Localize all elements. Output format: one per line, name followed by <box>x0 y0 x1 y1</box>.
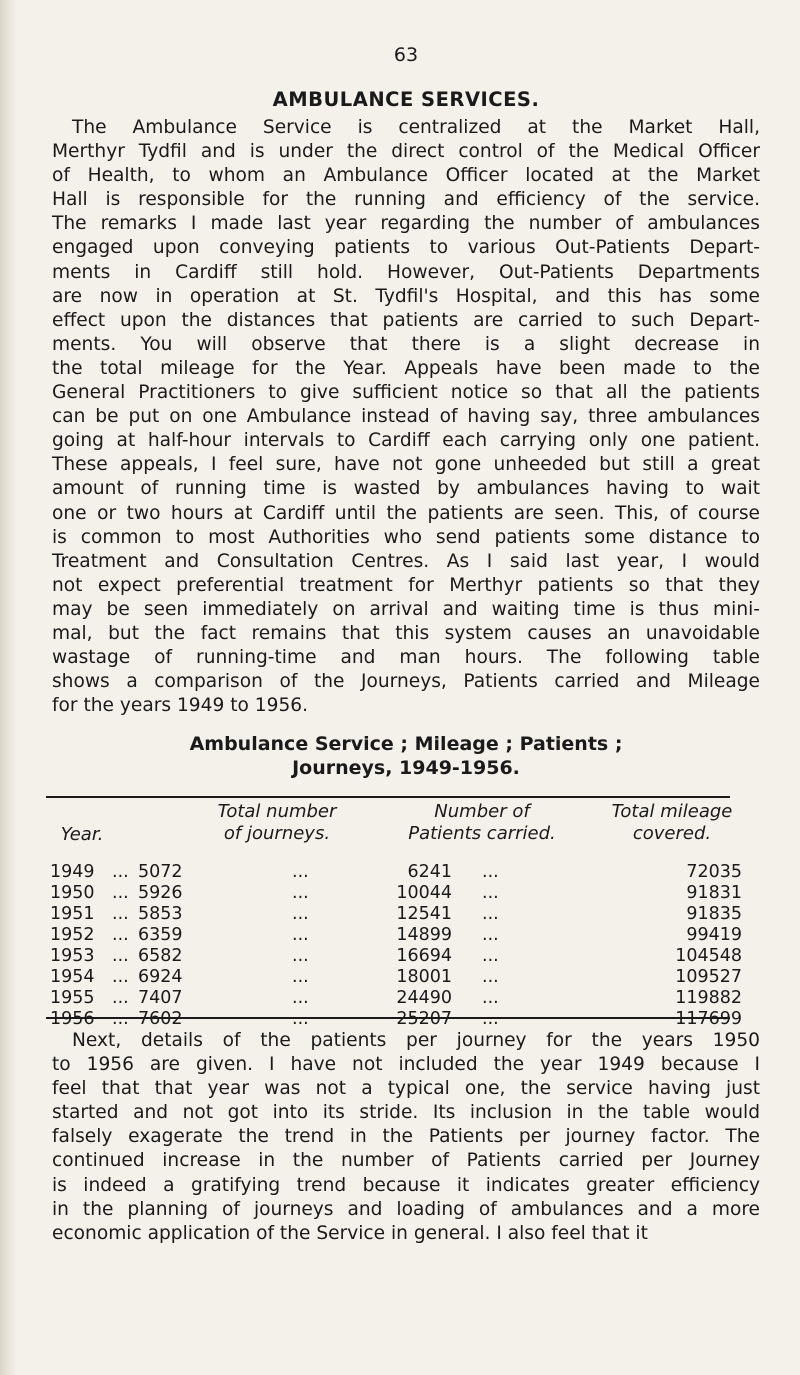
text-line: are now in operation at St. Tydfil's Hospital, and this has some <box>52 285 760 307</box>
table-bottom-rule <box>46 1017 730 1019</box>
cell-year: 1954 <box>50 967 95 987</box>
text-line: to 1956 are given. I have not included the year 1949 because I <box>52 1054 760 1076</box>
leader-dots: ... <box>112 883 129 903</box>
header-patients-line-2: Patients carried. <box>408 823 556 844</box>
page-edge-shadow <box>0 0 16 1375</box>
text-line: mal, but the fact remains that this system causes an unavoidable <box>52 622 760 644</box>
leader-dots: ... <box>292 1009 309 1029</box>
text-line: General Practitioners to give sufficient notice so that all the patients <box>52 382 760 404</box>
text-line: The remarks I made last year regarding the number of ambulances <box>52 213 760 235</box>
header-mileage-line-2: covered. <box>632 823 712 844</box>
cell-journeys: 6582 <box>138 946 183 966</box>
cell-patients: 12541 <box>396 904 452 924</box>
header-journeys <box>192 801 362 845</box>
cell-patients: 18001 <box>396 967 452 987</box>
header-patients-line-1: Number of <box>434 801 530 822</box>
cell-journeys: 7602 <box>138 1009 183 1029</box>
table-row <box>52 1009 760 1030</box>
leader-dots: ... <box>112 904 129 924</box>
cell-mileage: 119882 <box>675 988 742 1008</box>
header-journeys-line-1: Total number <box>217 801 337 822</box>
leader-dots: ... <box>112 862 129 882</box>
text-line: shows a comparison of the Journeys, Patients carried and Mileage <box>52 671 760 693</box>
text-line: feel that that year was not a typical one, the service having just <box>52 1078 760 1100</box>
text-line: Next, details of the patients per journey for the years 1950 <box>72 1030 760 1051</box>
leader-dots: ... <box>112 1009 129 1029</box>
text-line: can be put on one Ambulance instead of having say, three ambulances <box>52 406 760 428</box>
cell-journeys: 5072 <box>138 862 183 882</box>
cell-patients: 14899 <box>396 925 452 945</box>
cell-patients: 6241 <box>407 862 452 882</box>
text-line: These appeals, I feel sure, have not gone unheeded but still a great <box>52 454 760 476</box>
leader-dots: ... <box>112 946 129 966</box>
cell-patients: 16694 <box>396 946 452 966</box>
leader-dots: ... <box>292 946 309 966</box>
leader-dots: ... <box>292 883 309 903</box>
cell-mileage: 91831 <box>686 883 742 903</box>
leader-dots: ... <box>482 925 499 945</box>
leader-dots: ... <box>482 946 499 966</box>
cell-mileage: 99419 <box>686 925 742 945</box>
header-journeys-line-2: of journeys. <box>223 823 331 844</box>
cell-year: 1952 <box>50 925 95 945</box>
cell-journeys: 6359 <box>138 925 183 945</box>
cell-mileage: 109527 <box>675 967 742 987</box>
text-line: engaged upon conveying patients to various Out-Patients Depart- <box>52 237 760 259</box>
table-top-rule <box>46 796 730 798</box>
cell-mileage: 117699 <box>675 1009 742 1029</box>
cell-journeys: 5926 <box>138 883 183 903</box>
cell-journeys: 5853 <box>138 904 183 924</box>
text-line: in the planning of journeys and loading of ambulances and a more <box>52 1198 760 1220</box>
cell-mileage: 104548 <box>675 946 742 966</box>
leader-dots: ... <box>482 1009 499 1029</box>
cell-year: 1953 <box>50 946 95 966</box>
cell-year: 1950 <box>50 883 95 903</box>
cell-mileage: 72035 <box>686 862 742 882</box>
cell-mileage: 91835 <box>686 904 742 924</box>
leader-dots: ... <box>482 862 499 882</box>
leader-dots: ... <box>292 967 309 987</box>
table-row <box>52 946 760 967</box>
table-row <box>52 988 760 1009</box>
section-heading: AMBULANCE SERVICES. <box>272 88 540 111</box>
leader-dots: ... <box>482 988 499 1008</box>
text-line: continued increase in the number of Patients carried per Journey <box>52 1150 760 1172</box>
text-line: amount of running time is wasted by ambulances having to wait <box>52 478 760 500</box>
cell-patients: 10044 <box>396 883 452 903</box>
text-line: may be seen immediately on arrival and waiting time is thus mini- <box>52 598 760 620</box>
text-line: ments in Cardiff still hold. However, Out-Patients Departments <box>52 261 760 283</box>
text-line: not expect preferential treatment for Merthyr patients so that they <box>52 574 760 596</box>
text-line: Treatment and Consultation Centres. As I said last year, I would <box>52 550 760 572</box>
text-line: ments. You will observe that there is a slight decrease in <box>52 333 760 355</box>
leader-dots: ... <box>292 988 309 1008</box>
text-line: going at half-hour intervals to Cardiff each carrying only one patient. <box>52 430 760 452</box>
text-line: effect upon the distances that patients are carried to such Depart- <box>52 309 760 331</box>
text-line: wastage of running-time and man hours. The following table <box>52 647 760 669</box>
table-title-line-2: Journeys, 1949-1956. <box>292 757 520 779</box>
cell-journeys: 7407 <box>138 988 183 1008</box>
text-line: is common to most Authorities who send patients some distance to <box>52 526 760 548</box>
cell-year: 1949 <box>50 862 95 882</box>
table-row <box>52 925 760 946</box>
header-mileage-line-1: Total mileage <box>611 801 733 822</box>
table-row <box>52 904 760 925</box>
leader-dots: ... <box>112 988 129 1008</box>
cell-journeys: 6924 <box>138 967 183 987</box>
table-title-line-1: Ambulance Service ; Mileage ; Patients ; <box>189 733 623 755</box>
paragraph-patients-per-journey <box>52 1029 760 1246</box>
leader-dots: ... <box>292 904 309 924</box>
leader-dots: ... <box>112 925 129 945</box>
table-row <box>52 967 760 988</box>
text-line: Merthyr Tydfil and is under the direct control of the Medical Officer <box>52 141 760 163</box>
text-line: economic application of the Service in general. I also feel that it <box>52 1222 648 1244</box>
cell-year: 1956 <box>50 1009 95 1029</box>
text-line: The Ambulance Service is centralized at the Market Hall, <box>72 117 760 138</box>
cell-patients: 25207 <box>396 1009 452 1029</box>
text-line: the total mileage for the Year. Appeals have been made to the <box>52 357 760 379</box>
leader-dots: ... <box>482 904 499 924</box>
text-line: Hall is responsible for the running and efficiency of the service. <box>52 189 760 211</box>
table-row <box>52 883 760 904</box>
text-line: started and not got into its stride. Its inclusion in the table would <box>52 1102 760 1124</box>
text-line: one or two hours at Cardiff until the patients are seen. This, of course <box>52 502 760 524</box>
cell-year: 1951 <box>50 904 95 924</box>
page-number: 63 <box>393 44 419 66</box>
leader-dots: ... <box>482 967 499 987</box>
table-row <box>52 862 760 883</box>
table-body <box>52 862 760 1030</box>
header-mileage <box>572 801 772 845</box>
text-line: is indeed a gratifying trend because it indicates greater efficiency <box>52 1174 760 1196</box>
header-year: Year. <box>60 824 104 845</box>
header-patients <box>387 801 577 845</box>
cell-year: 1955 <box>50 988 95 1008</box>
text-line: falsely exagerate the trend in the Patients per journey factor. The <box>52 1126 760 1148</box>
text-line: for the years 1949 to 1956. <box>52 695 309 717</box>
cell-patients: 24490 <box>396 988 452 1008</box>
leader-dots: ... <box>292 862 309 882</box>
table-title <box>52 732 760 780</box>
text-line: of Health, to whom an Ambulance Officer located at the Market <box>52 165 760 187</box>
leader-dots: ... <box>112 967 129 987</box>
leader-dots: ... <box>482 883 499 903</box>
paragraph-intro <box>52 116 760 718</box>
leader-dots: ... <box>292 925 309 945</box>
